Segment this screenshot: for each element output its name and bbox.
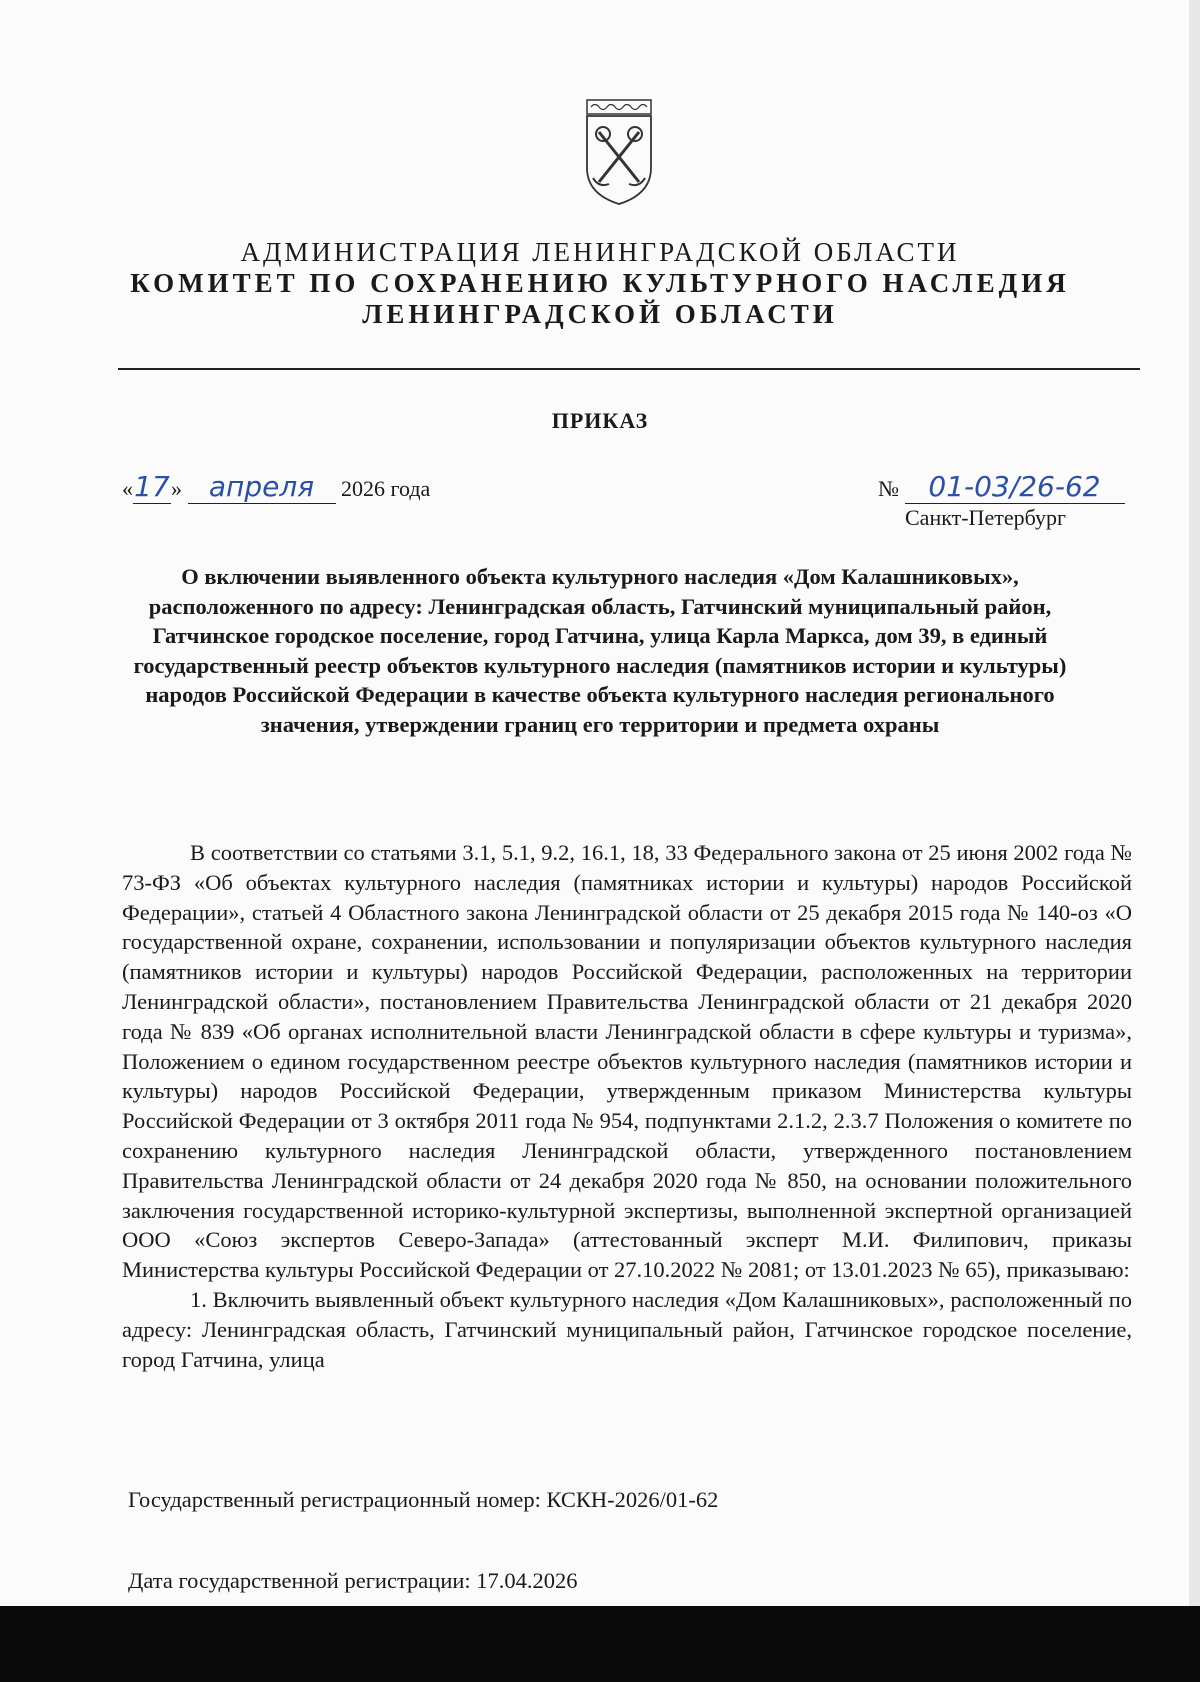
administration-heading: АДМИНИСТРАЦИЯ ЛЕНИНГРАДСКОЙ ОБЛАСТИ xyxy=(240,237,960,267)
committee-heading-line1: КОМИТЕТ ПО СОХРАНЕНИЮ КУЛЬТУРНОГО НАСЛЕДИЯ xyxy=(130,268,1070,298)
date-quote-close: » xyxy=(171,476,182,501)
order-title: ПРИКАЗ xyxy=(551,408,649,433)
city: Санкт-Петербург xyxy=(905,505,1066,530)
date-month: апреля xyxy=(208,470,315,503)
date-year: 2026 года xyxy=(341,476,431,501)
committee-heading-line2: ЛЕНИНГРАДСКОЙ ОБЛАСТИ xyxy=(362,299,838,329)
registration-number: Государственный регистрационный номер: КСКН-2026/01-62 xyxy=(128,1487,719,1512)
date-quote-open: « xyxy=(122,476,133,501)
order-subject: О включении выявленного объекта культурного наследия «Дом Калашниковых», расположенного по адресу: Ленинградская область, Гатчинский муниципальный район, Гатчинское городское поселение, город Гатчина, улица Карла Маркса, дом 39, в единый государственный реестр объектов культурного наследия (памятников истории и культуры) народов Российской Федерации в качестве объекта культурного наследия регионального значения, утверждении границ его территории и предмета охраны xyxy=(133,564,1067,737)
header-divider xyxy=(118,368,1140,370)
scan-edge xyxy=(1189,0,1200,1682)
number-sign: № xyxy=(878,476,899,501)
number-value: 01-03/26-62 xyxy=(928,470,1101,503)
date-day: 17 xyxy=(134,470,170,503)
body-paragraph-preamble: В соответствии со статьями 3.1, 5.1, 9.2, 16.1, 18, 33 Федерального закона от 25 июня 2002 года № 73-ФЗ «Об объектах культурного наследия (памятниках истории и культуры) народов Российской Федерации», статьей 4 Областного закона Ленинградской области от 25 декабря 2015 года № 140-оз «О государственной охране, сохранении, использовании и популяризации объектов культурного наследия (памятников истории и культуры) народов Российской Федерации, расположенных на территории Ленинградской области», постановлением Правительства Ленинградской области от 21 декабря 2020 года № 839 «Об органах исполнительной власти Ленинградской области в сфере культуры и туризма», Положением о едином государственном реестре объектов культурного наследия (памятников истории и культуры) народов Российской Федерации, утвержденным приказом Министерства культуры Российской Федерации от 3 октября 2011 года № 954, подпунктами 2.1.2, 2.3.7 Положения о комитете по сохранению культурного наследия Ленинградской области, утвержденного постановлением Правительства Ленинградской области от 24 декабря 2020 года № 850, на основании положительного заключения государственной историко-культурной экспертизы, выполненной экспертной организацией ООО «Союз экспертов Северо-Запада» (аттестованный эксперт М.И. Филипович, приказы Министерства культуры Российской Федерации от 27.10.2022 № 2081; от 13.01.2023 № 65), приказываю: xyxy=(122,840,1132,1283)
body-paragraph-item-1: 1. Включить выявленный объект культурного наследия «Дом Калашниковых», расположенный по адресу: Ленинградская область, Гатчинский муниципальный район, Гатчинское городское поселение, город Гатчина, улица xyxy=(122,1286,1132,1372)
registration-date: Дата государственной регистрации: 17.04.2026 xyxy=(128,1568,578,1593)
order-number xyxy=(878,470,1125,504)
order-body xyxy=(122,838,1132,1374)
coat-of-arms-icon xyxy=(583,98,655,208)
scan-bottom-border xyxy=(0,1606,1200,1682)
order-date xyxy=(122,470,430,504)
